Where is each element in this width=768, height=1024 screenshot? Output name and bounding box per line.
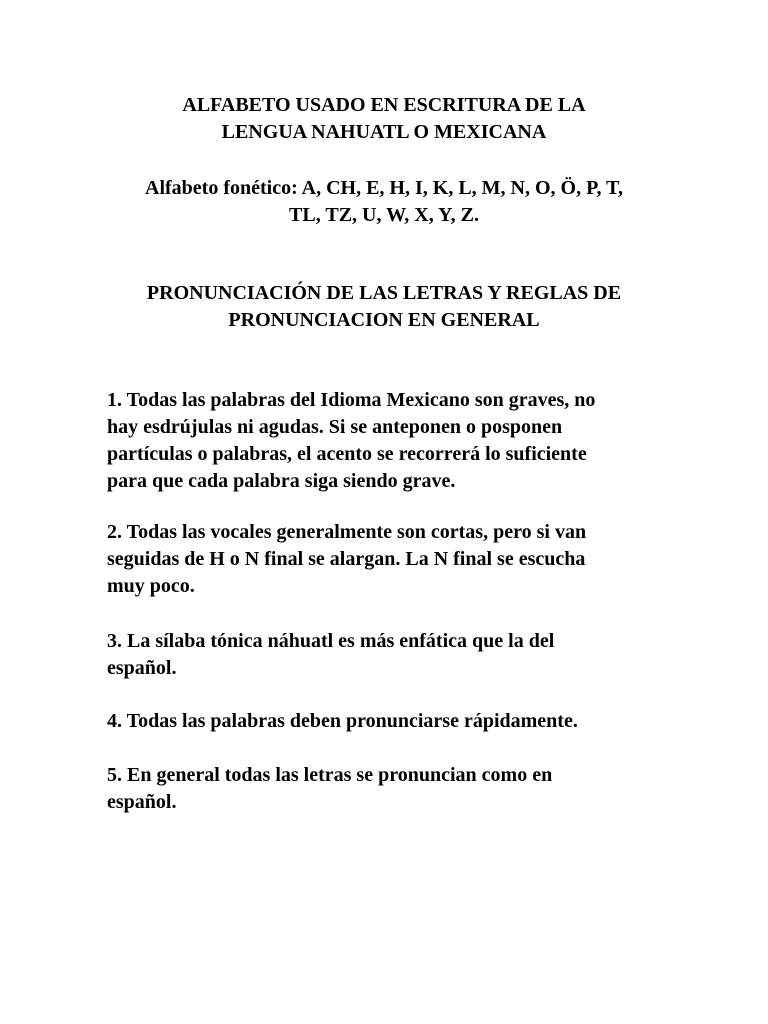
rule-item: [107, 762, 667, 816]
rule-text-line: para que cada palabra siga siendo grave.: [107, 470, 456, 492]
rule-text-line: partículas o palabras, el acento se recorrerá lo suficiente: [107, 443, 587, 465]
rule-item: [107, 628, 667, 682]
phonetic-alphabet-line: TL, TZ, U, W, X, Y, Z.: [289, 204, 479, 226]
document-title-line: LENGUA NAHUATL O MEXICANA: [221, 121, 547, 143]
rule-text-line: 4. Todas las palabras deben pronunciarse rápidamente.: [107, 710, 578, 732]
section-title-line: PRONUNCIACIÓN DE LAS LETRAS Y REGLAS DE: [146, 282, 622, 304]
rule-text-line: 3. La sílaba tónica náhuatl es más enfática que la del: [107, 630, 555, 652]
rule-text-line: español.: [107, 657, 177, 679]
rule-text-line: muy poco.: [107, 575, 195, 597]
section-title-line: PRONUNCIACION EN GENERAL: [228, 309, 540, 331]
phonetic-alphabet-line: Alfabeto fonético: A, CH, E, H, I, K, L, M, N, O, Ö, P, T,: [145, 177, 623, 199]
section-title: [0, 280, 768, 334]
rule-item: [107, 519, 667, 600]
rule-text-line: español.: [107, 791, 177, 813]
rule-text-line: 5. En general todas las letras se pronuncian como en: [107, 764, 553, 786]
rule-text-line: seguidas de H o N final se alargan. La N final se escucha: [107, 548, 586, 570]
document-title-line: ALFABETO USADO EN ESCRITURA DE LA: [182, 94, 586, 116]
rule-text-line: 1. Todas las palabras del Idioma Mexicano son graves, no: [107, 389, 596, 411]
rule-text-line: 2. Todas las vocales generalmente son cortas, pero si van: [107, 521, 587, 543]
document-title: [0, 92, 768, 146]
phonetic-alphabet: [0, 175, 768, 229]
rule-text-line: hay esdrújulas ni agudas. Si se anteponen o posponen: [107, 416, 563, 438]
rule-item: [107, 387, 667, 495]
rule-item: [107, 708, 667, 735]
